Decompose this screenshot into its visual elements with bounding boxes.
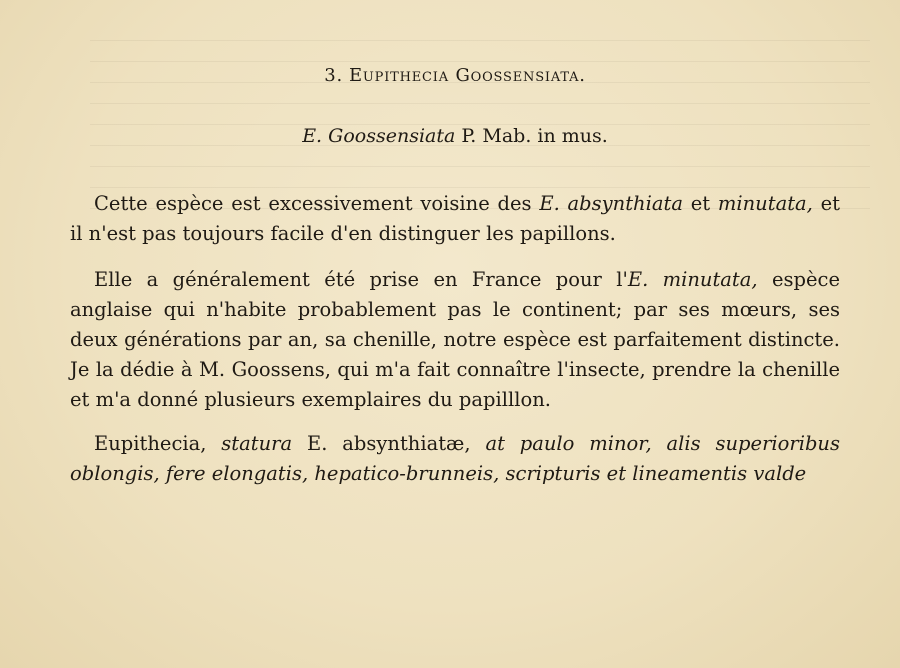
p2-text-2: espèce anglaise qui n'habite probablement pas le continent; par ses mœurs, ses deux générations par an, sa chenille, notre espèce est parfaitement distincte. Je la dédie à M. Goossens, qui m'a fait connaître l'insecte, prendre la chenille et m'a donné plusieurs exemplaires du papilllon. (70, 268, 840, 411)
species-heading (70, 58, 840, 94)
p3-italic-2: at paulo minor, alis superioribus oblongis, fere elongatis, hepatico-brunneis, scripturis et lineamentis valde (70, 432, 840, 485)
p2-text-1: Elle a généralement été prise en France pour l' (94, 268, 628, 291)
subheading-genus: E. (302, 125, 323, 147)
heading-number: 3. (324, 65, 343, 86)
subheading-species: Goossensiata (328, 125, 456, 147)
paragraph-latin-diagnosis (70, 429, 840, 489)
species-subheading (70, 121, 840, 151)
p2-italic-1: E. minutata, (627, 268, 758, 291)
p1-text-1: Cette espèce est excessivement voisine des (94, 192, 540, 215)
p1-text-2: et (682, 192, 718, 215)
paragraph-history (70, 265, 840, 415)
p1-text-3: et il n'est pas toujours facile d'en distinguer les papillons. (70, 192, 841, 245)
p3-italic-1: statura (221, 432, 293, 455)
text-block (70, 58, 840, 489)
p3-text-1: Eupithecia, (94, 432, 222, 455)
paragraph-description (70, 189, 840, 249)
heading-species: Goossensiata. (455, 65, 586, 86)
p3-text-2: E. absynthiatæ, (292, 432, 486, 455)
subheading-author: P. Mab. in mus. (461, 125, 608, 147)
p1-italic-1: E. absynthiata (539, 192, 683, 215)
p1-italic-2: minutata, (717, 192, 813, 215)
heading-genus: Eupithecia (348, 65, 449, 86)
